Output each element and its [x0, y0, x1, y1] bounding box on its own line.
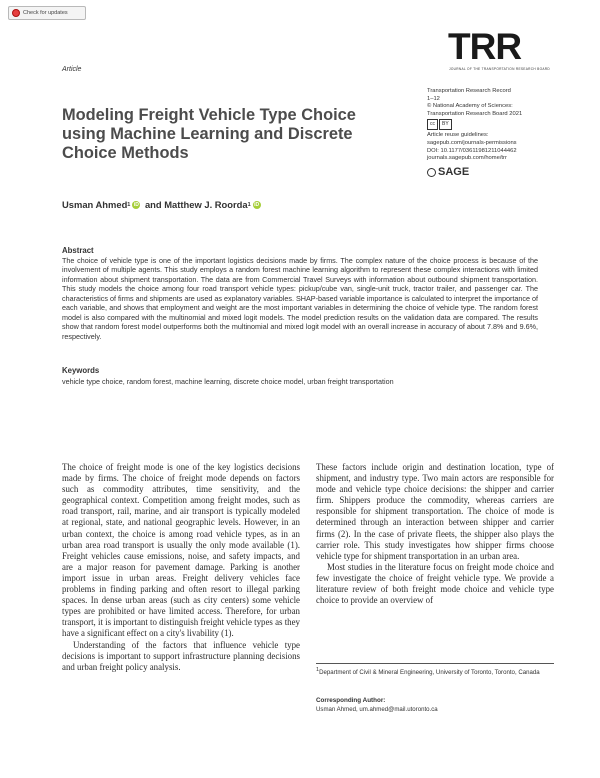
copyright-line: Transportation Research Board 2021	[427, 110, 523, 117]
affiliation-marker: 1	[247, 201, 251, 208]
affiliation-footnote	[316, 667, 554, 677]
reuse-guidelines-label: Article reuse guidelines:	[427, 132, 489, 139]
corresponding-author-heading: Corresponding Author:	[316, 697, 386, 704]
body-paragraph: These factors include origin and destination location, type of shipment, and industry type. Two main actors are responsible for mode and vehicle type choice decisions: the shipper and carrier firm. Shippers produce the commodity, whereas carriers are responsible for shipment transportation. The choice of mode is determined through an interaction between shipper and carrier firms (2). In the case of private fleets, the shipper also plays the carrier role. This study investigates how shipper firms choose vehicle type for shipment transportation in an urban area.	[316, 462, 554, 561]
copyright-line: © National Academy of Sciences:	[427, 103, 513, 110]
journal-info	[427, 88, 587, 163]
journal-home-link[interactable]: journals.sagepub.com/home/trr	[427, 155, 507, 162]
abstract-heading: Abstract	[62, 246, 94, 255]
badge-label: Check for updates	[23, 10, 68, 16]
cc-license-icon	[427, 119, 452, 130]
journal-logo-subtitle: JOURNAL OF THE TRANSPORTATION RESEARCH BOARD	[449, 67, 550, 71]
doi-link[interactable]: DOI: 10.1177/03611981211044462	[427, 147, 517, 154]
journal-logo: TRR	[448, 26, 522, 67]
abstract-text: The choice of vehicle type is one of the important logistics decisions made by firms. The complex nature of the choice process is because of the involvement of multiple agents. This study employs a random forest machine learning algorithm to represent these complex interactions with limited information about shipment transportation. The data are from Commercial Travel Surveys with information about outbound shipment transportation. This study models the choice among four road transport vehicle types: pickup/cube van, single-unit truck, tractor trailer, and passenger car. The characteristics of firms and shipments are used as explanatory variables. SHAP-based variable importance is calculated to interpret the importance of each variable, and shows that employment and weight are the most important variables in determining the choice of vehicle type. The random forest model is also compared with the multinomial and mixed logit models. The model prediction results on the validation data are compared. The results show that random forest model outperforms both the multinomial and mixed logit model with an overall increase in accuracy of about 7.8% and 9.6%, respectively.	[62, 256, 538, 341]
affiliation-text: Department of Civil & Mineral Engineering, University of Toronto, Toronto, Canada	[319, 669, 540, 677]
journal-name: Transportation Research Record	[427, 88, 511, 94]
body-paragraph: Understanding of the factors that influence vehicle type decisions is important to support infrastructure planning decisions and urban freight policy analysis.	[62, 639, 300, 672]
cc-label: cc	[427, 119, 438, 130]
author-list	[62, 199, 263, 210]
footnote-divider	[316, 663, 554, 664]
affiliation-marker: 1	[127, 201, 131, 208]
paper-title: Modeling Freight Vehicle Type Choice using Machine Learning and Discrete Choice Methods	[62, 106, 356, 162]
affiliation-number: 1	[316, 667, 320, 673]
body-paragraph: The choice of freight mode is one of the key logistics decisions made by firms. The choice of freight mode depends on factors such as commodity attributes, time sensitivity, and the geographical context. Competition among freight modes, such as road transport, rail, marine, and air transport is typically modeled at regional, state, and national geographic levels. However, in an urban context, the choice is among road vehicle types, as in an urban area road transport is usually the only mode available (1). Freight vehicles cause emissions, noise, and safety impacts, and are a major reason for pavement damage. Parking is another import issue in urban areas. Freight delivery vehicles face problems in finding parking and often resort to illegal parking spaces. In dense urban areas (such as city centers) some vehicle types are prohibited or have limited access. Therefore, for urban transport, it is important to distinguish freight vehicle types as they have a significant effect on a city's livability (1).	[62, 462, 300, 639]
by-label: BY	[439, 119, 452, 130]
orcid-icon[interactable]: iD	[133, 201, 139, 208]
article-type-label: Article	[62, 66, 82, 73]
author-joiner: and	[142, 199, 165, 210]
body-left-column	[62, 462, 300, 673]
publisher-name: SAGE	[438, 166, 470, 178]
keywords-text: vehicle type choice, random forest, machine learning, discrete choice model, urban freight transportation	[62, 377, 394, 386]
check-for-updates-badge[interactable]	[8, 6, 86, 20]
page-range: 1–12	[427, 95, 440, 102]
orcid-icon[interactable]: iD	[254, 201, 260, 208]
author-name: Usman Ahmed	[62, 199, 128, 210]
body-right-column	[316, 462, 554, 606]
permissions-link[interactable]: sagepub.com/journals-permissions	[427, 139, 517, 146]
keywords-heading: Keywords	[62, 366, 100, 375]
sage-mark-icon	[427, 168, 436, 177]
publisher-logo	[427, 166, 469, 178]
corresponding-author-contact[interactable]: Usman Ahmed, um.ahmed@mail.utoronto.ca	[316, 706, 438, 713]
author-name: Matthew J. Roorda	[164, 199, 248, 210]
body-paragraph: Most studies in the literature focus on freight mode choice and few investigate the choice of freight vehicle type. We provide a literature review of both freight mode choice and vehicle type choice to provide an overview of	[316, 561, 554, 606]
update-icon	[12, 9, 20, 17]
